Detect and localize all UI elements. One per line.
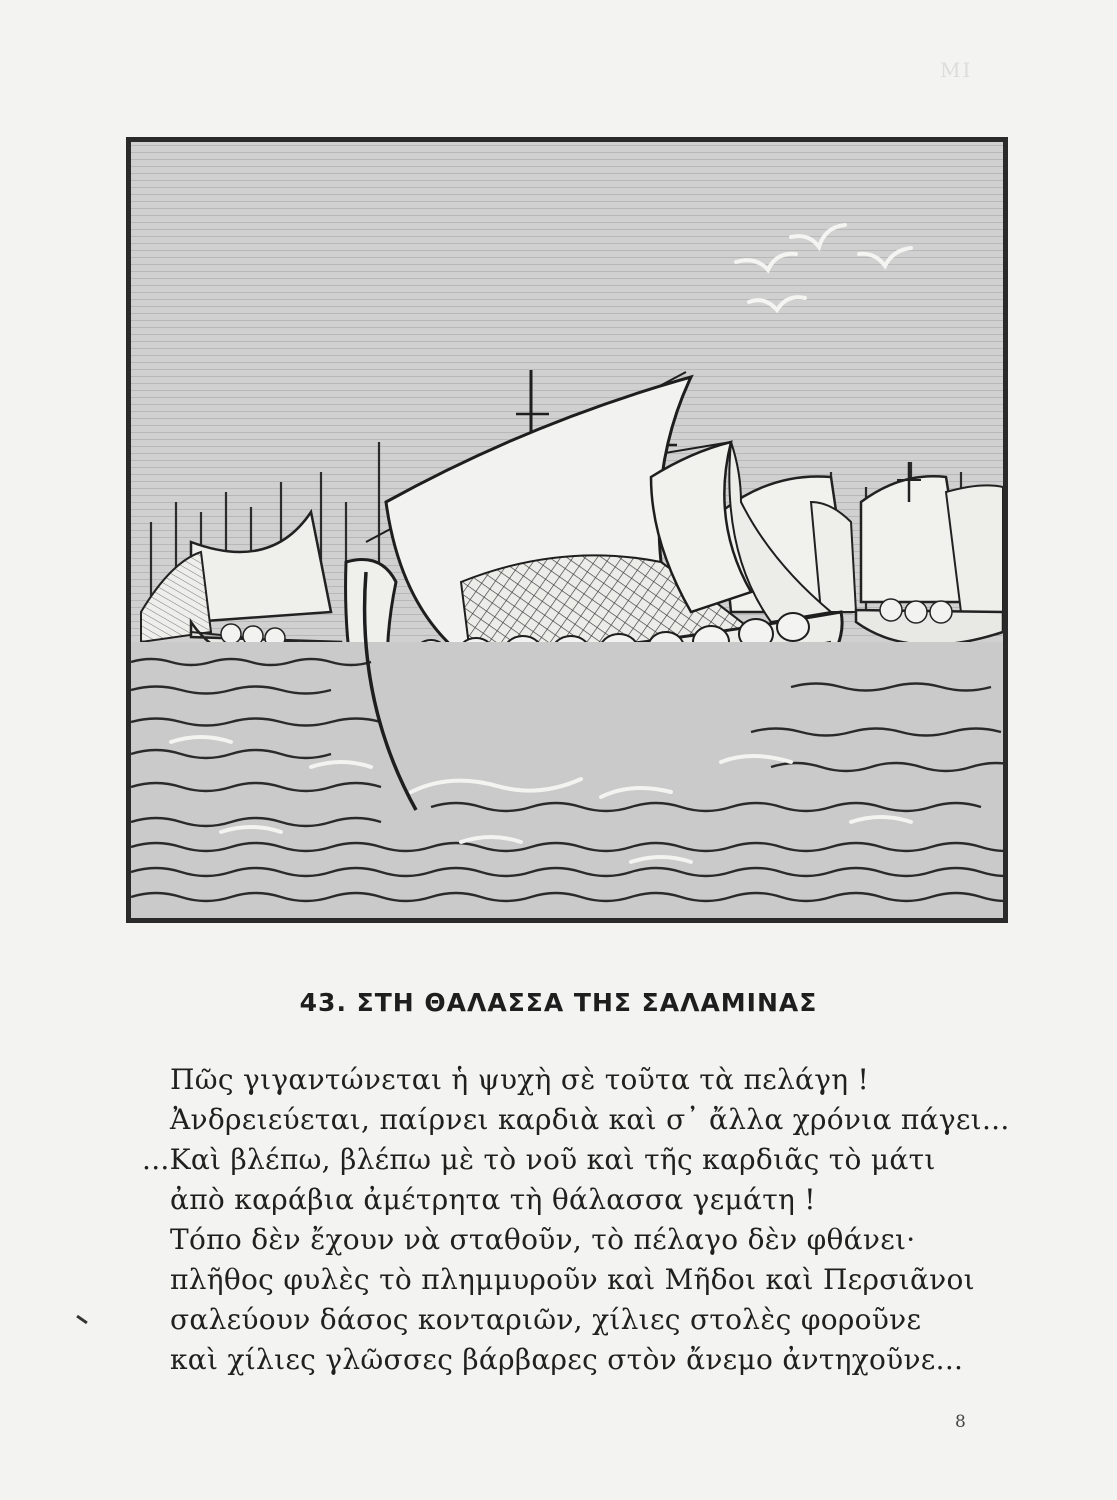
poem-line: Τόπο δὲν ἔχουν νὰ σταθοῦν, τὸ πέλαγο δὲν φθάνει·	[170, 1223, 916, 1256]
poem-line: σαλεύουν δάσος κονταριῶν, χίλιες στολὲς φοροῦνε	[170, 1303, 922, 1336]
salamis-ships-illustration	[126, 137, 1008, 923]
poem-line: καὶ χίλιες γλῶσσες βάρβαρες στὸν ἄνεμο ἀντηχοῦνε...	[170, 1343, 964, 1376]
sea	[131, 642, 1003, 918]
poem-line: πλῆθος φυλὲς τὸ πλημμυροῦν καὶ Μῆδοι καὶ Περσιᾶνοι	[170, 1263, 975, 1296]
corner-page-mark: ΜΙ	[940, 58, 973, 82]
stray-ink-mark	[76, 1315, 88, 1324]
poem-line: Ἀνδρειεύεται, παίρνει καρδιὰ καὶ σ᾿ ἄλλα χρόνια πάγει...	[170, 1103, 1010, 1136]
poem-line: Πῶς γιγαντώνεται ἡ ψυχὴ σὲ τοῦτα τὰ πελάγη !	[170, 1063, 870, 1096]
poem-title: 43. ΣΤΗ ΘΑΛΑΣΣΑ ΤΗΣ ΣΑΛΑΜΙΝΑΣ	[299, 988, 818, 1017]
poem-line: ...Καὶ βλέπω, βλέπω μὲ τὸ νοῦ καὶ τῆς καρδιᾶς τὸ μάτι	[142, 1143, 936, 1176]
ships-engraving	[131, 142, 1003, 918]
poem-line: ἀπὸ καράβια ἀμέτρητα τὴ θάλασσα γεμάτη !	[170, 1183, 816, 1216]
page-number: 8	[955, 1412, 966, 1432]
